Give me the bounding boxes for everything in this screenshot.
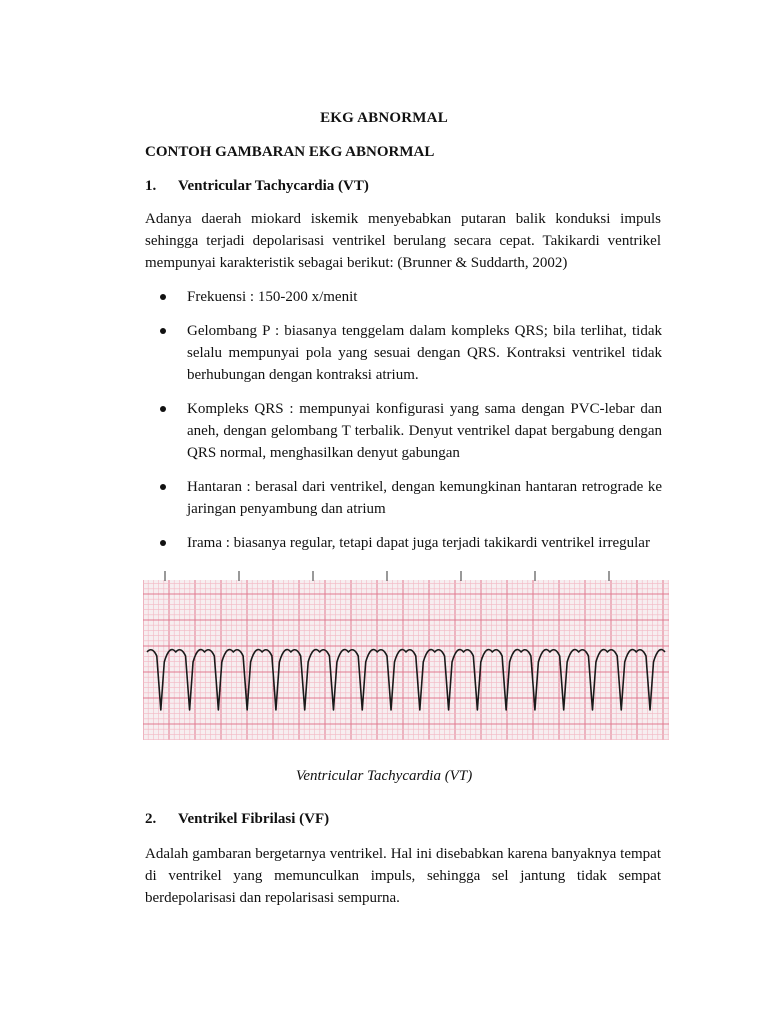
bullet-icon [160, 540, 166, 546]
list-item: Kompleks QRS : mempunyai konfigurasi yang sama dengan PVC-lebar dan aneh, dengan gelombang T terbalik. Denyut ventrikel dapat bergabung dengan QRS normal, menghasilkan denyut gabungan [160, 398, 662, 464]
section-2-paragraph: Adalah gambaran bergetarnya ventrikel. Hal ini disebabkan karena banyaknya tempat di ventrikel yang memunculkan impuls, sehingga sel jantung tidak sempat berdepolarisasi dan repolarisasi sempurna. [145, 846, 661, 906]
document-title: EKG ABNORMAL [320, 110, 448, 126]
section-2-heading [145, 811, 329, 828]
document-subtitle: CONTOH GAMBARAN EKG ABNORMAL [145, 144, 435, 160]
list-item: Gelombang P : biasanya tenggelam dalam kompleks QRS; bila terlihat, tidak selalu mempunyai pola yang sesuai dengan QRS. Kontraksi ventrikel tidak berhubungan dengan kontraksi atrium. [160, 320, 662, 386]
bullet-icon [160, 294, 166, 300]
section-2-number: 2. [145, 811, 157, 827]
list-item: Frekuensi : 150-200 x/menit [160, 286, 662, 308]
bullet-icon [160, 484, 166, 490]
vt-ekg-strip-image [143, 568, 669, 740]
section-1-title: Ventricular Tachycardia (VT) [178, 178, 369, 194]
ekg-trace [147, 650, 665, 710]
ekg-strip-svg [143, 568, 669, 740]
vt-characteristics-list [160, 286, 662, 566]
bullet-icon [160, 406, 166, 412]
list-item: Irama : biasanya regular, tetapi dapat juga terjadi takikardi ventrikel irregular [160, 532, 662, 554]
figure-caption: Ventricular Tachycardia (VT) [295, 768, 473, 784]
ekg-grid [143, 568, 669, 740]
bullet-icon [160, 328, 166, 334]
section-1-paragraph: Adanya daerah miokard iskemik menyebabkan putaran balik konduksi impuls sehingga terjadi depolarisasi ventrikel berulang secara cepat. Takikardi ventrikel mempunyai karakteristik sebagai berikut: (Brunner & Suddarth, 2002) [145, 211, 661, 271]
section-1-heading [145, 178, 369, 195]
section-2-title: Ventrikel Fibrilasi (VF) [178, 811, 330, 827]
section-1-number: 1. [145, 178, 157, 194]
list-item: Hantaran : berasal dari ventrikel, dengan kemungkinan hantaran retrograde ke jaringan penyambung dan atrium [160, 476, 662, 520]
ekg-top-band [143, 568, 669, 580]
